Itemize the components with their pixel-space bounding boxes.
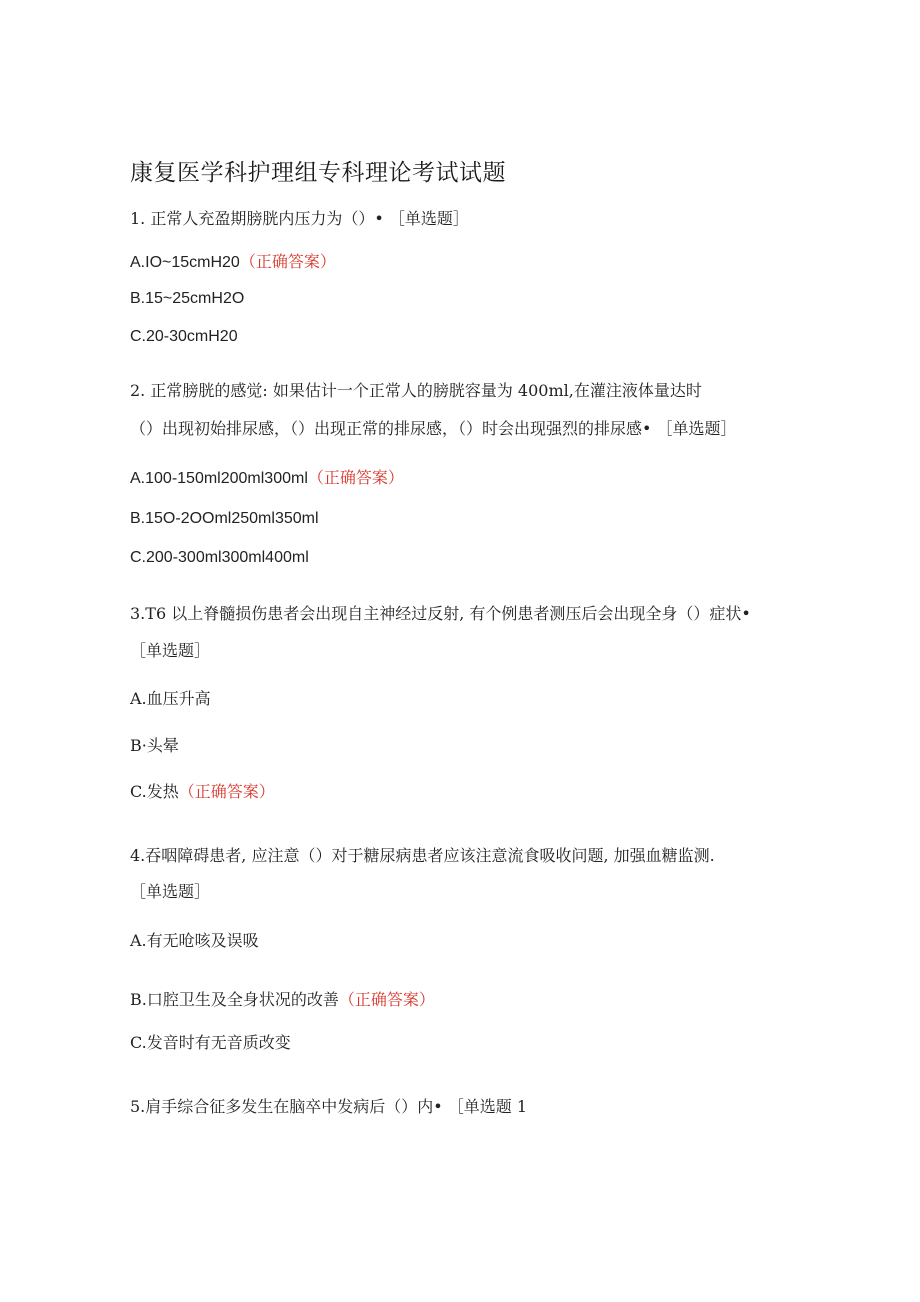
question-1-stem: 1. 正常人充盈期膀胱内压力为（）• ［单选题］ [130,209,469,228]
question-4-stem-line-2: ［单选题］ [130,882,211,901]
question-3-stem-line-2: ［单选题］ [130,641,211,660]
question-2-option-c: C.200-300ml300ml400ml [130,549,309,566]
option-text: A.有无呛咳及误吸 [130,931,259,950]
question-2-stem-line-2: （）出现初始排尿感，（）出现正常的排尿感，（）时会出现强烈的排尿感• ［单选题］ [130,419,737,438]
question-1-option-c: C.20-30cmH20 [130,328,238,345]
option-text: A.血压升高 [130,689,211,708]
option-text: B·头晕 [130,736,179,755]
option-text: B.口腔卫生及全身状况的改善 [130,990,339,1009]
question-4-option-a [130,928,259,951]
question-4-option-c [130,1030,291,1053]
question-1-option-b: B.15~25cmH2O [130,290,245,307]
question-3-option-a [130,686,211,709]
question-1-option-a [130,249,336,272]
correct-answer-mark: （正确答案） [239,252,336,271]
option-text: C.发音时有无音质改变 [130,1033,291,1052]
question-3-stem-line-1: 3.T6 以上脊髓损伤患者会出现自主神经过反射, 有个例患者测压后会出现全身（）症状• [130,604,751,623]
correct-answer-mark: （正确答案） [307,468,404,487]
question-2-option-b: B.15O-2OOml250ml350ml [130,510,319,527]
option-text: A.IO~15cmH20 [130,254,240,271]
page-title: 康复医学科护理组专科理论考试试题 [130,160,506,186]
correct-answer-mark: （正确答案） [178,782,275,801]
correct-answer-mark: （正确答案） [338,990,435,1009]
question-5-stem: 5.肩手综合征多发生在脑卒中发病后（）内• ［单选题 1 [130,1097,528,1116]
option-text: A.100-150ml200ml300ml [130,470,308,487]
option-text: C.发热 [130,782,179,801]
question-2-stem-line-1: 2. 正常膀胱的感觉: 如果估计一个正常人的膀胱容量为 400ml,在灌注液体量达时 [130,381,702,400]
question-3-option-c [130,779,275,802]
question-4-option-b [130,987,435,1010]
question-4-stem-line-1: 4.吞咽障碍患者, 应注意（）对于糖尿病患者应该注意流食吸收问题, 加强血糖监测. [130,846,715,865]
question-2-option-a [130,465,404,488]
question-3-option-b [130,733,179,756]
